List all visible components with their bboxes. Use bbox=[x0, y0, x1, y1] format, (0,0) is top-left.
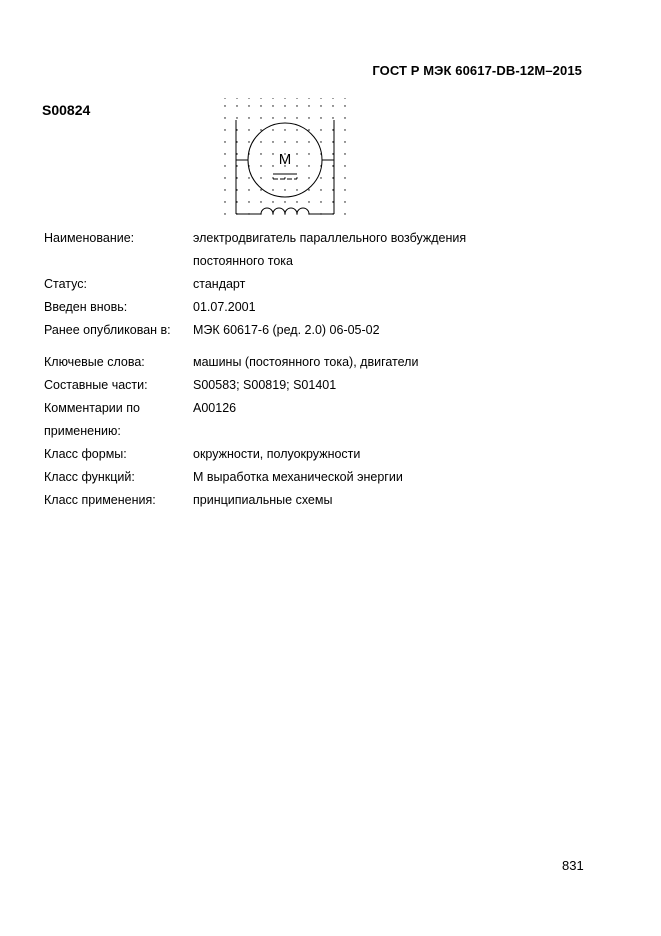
property-label: применению: bbox=[44, 424, 121, 438]
property-function-class bbox=[44, 466, 604, 489]
property-label: Составные части: bbox=[44, 378, 148, 392]
property-value: принципиальные схемы bbox=[193, 493, 333, 507]
property-previously-published bbox=[44, 319, 604, 342]
property-value: машины (постоянного тока), двигатели bbox=[193, 355, 419, 369]
property-shape-class bbox=[44, 443, 604, 466]
property-name bbox=[44, 227, 604, 250]
property-value: A00126 bbox=[193, 401, 237, 415]
property-label: Комментарии по bbox=[44, 401, 140, 415]
property-application-class bbox=[44, 489, 604, 512]
property-components bbox=[44, 374, 604, 397]
motor-letter: M bbox=[278, 151, 292, 168]
property-label: Введен вновь: bbox=[44, 300, 128, 314]
symbol-properties bbox=[44, 227, 604, 512]
property-value: S00583; S00819; S01401 bbox=[193, 378, 337, 392]
property-label: Класс формы: bbox=[44, 447, 127, 461]
property-label: Ранее опубликован в: bbox=[44, 323, 171, 337]
property-label: Класс функций: bbox=[44, 470, 135, 484]
property-comments bbox=[44, 397, 604, 420]
document-header-title: ГОСТ Р МЭК 60617-DB-12M–2015 bbox=[372, 63, 582, 78]
field-winding bbox=[261, 208, 309, 214]
property-label: Ключевые слова: bbox=[44, 355, 145, 369]
property-keywords bbox=[44, 351, 604, 374]
dc-shunt-motor-symbol bbox=[218, 98, 353, 224]
symbol-code: S00824 bbox=[42, 102, 91, 118]
property-value: M выработка механической энергии bbox=[193, 470, 403, 484]
property-introduced bbox=[44, 296, 604, 319]
property-status bbox=[44, 273, 604, 296]
property-comments-continued bbox=[44, 420, 604, 443]
property-value: электродвигатель параллельного возбуждения bbox=[193, 231, 467, 245]
page-number: 831 bbox=[562, 858, 584, 873]
property-label: Наименование: bbox=[44, 231, 135, 245]
property-value: постоянного тока bbox=[193, 254, 293, 268]
property-value: 01.07.2001 bbox=[193, 300, 256, 314]
property-name-continued bbox=[44, 250, 604, 273]
property-value: окружности, полуокружности bbox=[193, 447, 361, 461]
property-value: стандарт bbox=[193, 277, 246, 291]
property-label: Класс применения: bbox=[44, 493, 156, 507]
property-value: МЭК 60617-6 (ред. 2.0) 06-05-02 bbox=[193, 323, 380, 337]
property-label: Статус: bbox=[44, 277, 87, 291]
